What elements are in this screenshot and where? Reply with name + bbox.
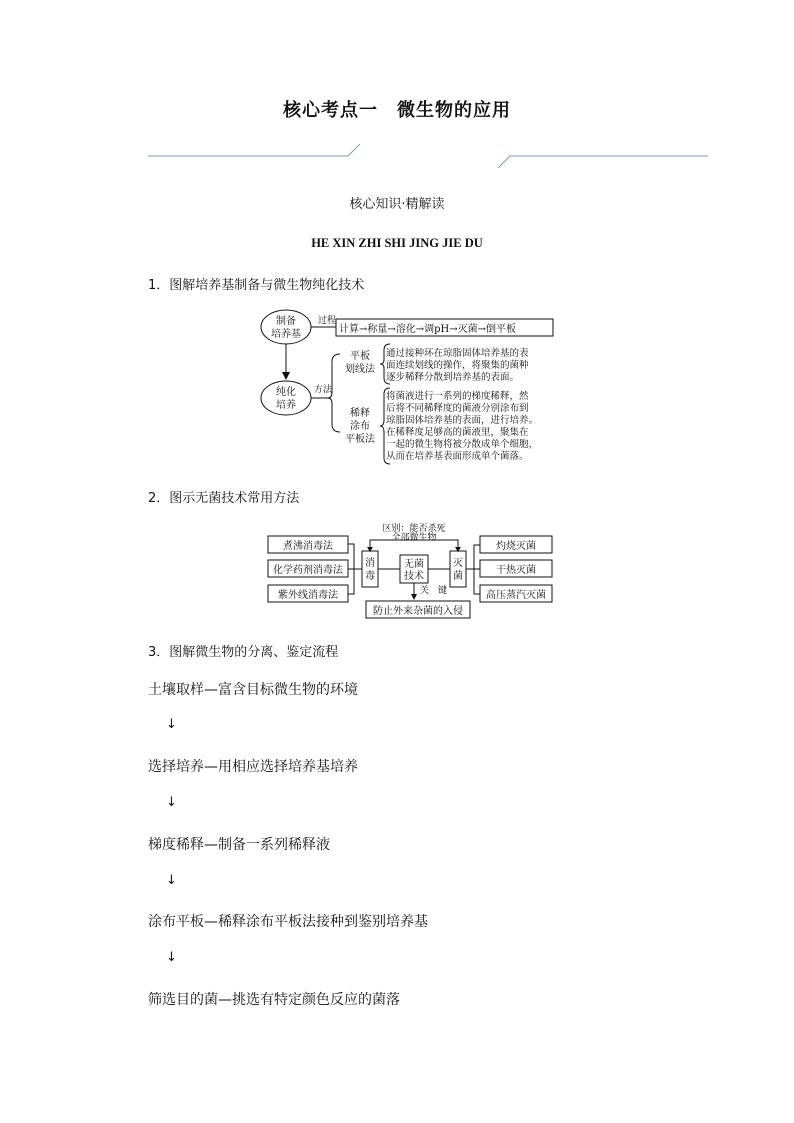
right-method-2: 干热灭菌: [496, 565, 536, 576]
purify-label-1: 纯化: [276, 387, 296, 398]
center-label-2: 技术: [404, 571, 424, 582]
method2-desc-4: 在稀释度足够高的菌液里，聚集在: [386, 427, 529, 438]
method1-desc-1: 通过接种环在琼脂固体培养基的表: [386, 348, 529, 359]
right-method-3: 高压蒸汽灭菌: [486, 590, 546, 601]
method2-desc-2: 后将不同稀释度的菌液分别涂布到: [386, 403, 529, 414]
section-subtitle: 核心知识·精解读: [349, 197, 445, 212]
method2-desc-1: 将菌液进行一系列的梯度稀释，然: [386, 391, 529, 402]
center-label-1: 无菌: [404, 559, 424, 570]
prepare-label-2: 培养基: [271, 329, 301, 340]
right-method-1: 灼烧灭菌: [496, 541, 536, 552]
flow-arrow-4: ↓: [166, 950, 177, 965]
method1-desc-3: 逐步稀释分散到培养基的表面。: [386, 372, 520, 383]
section1-heading: 1．图解培养基制备与微生物纯化技术: [148, 278, 365, 293]
method2-desc-5: 一起的微生物将被分散成单个细胞，: [386, 439, 539, 450]
disinfect-label-1: 消: [365, 558, 375, 569]
left-method-3: 紫外线消毒法: [278, 590, 338, 601]
method1-desc-2: 面连续划线的操作，将聚集的菌种: [386, 360, 529, 371]
top-label-1: 区别：能否杀死: [382, 524, 446, 534]
method2-desc-3: 琼脂固体培养基的表面，进行培养。: [386, 415, 539, 426]
sterilize-label-1: 灭: [453, 558, 463, 569]
left-method-1: 煮沸消毒法: [283, 541, 333, 552]
aseptic-technique-diagram: [264, 518, 564, 622]
method2-desc-6: 从而在培养基表面形成单个菌落。: [386, 451, 529, 462]
page-title: 核心考点一 微生物的应用: [283, 100, 511, 121]
process-steps: 计算→称量→溶化→调pH→灭菌→倒平板: [339, 324, 517, 335]
prepare-label-1: 制备: [276, 316, 296, 327]
purify-label-2: 培养: [276, 400, 296, 411]
method2-name-3: 平板法: [345, 434, 375, 445]
flow-step-1: 土壤取样—富含目标微生物的环境: [148, 682, 358, 698]
method-label: 方法: [314, 385, 333, 395]
section2-heading: 2．图示无菌技术常用方法: [148, 491, 300, 506]
flow-arrow-2: ↓: [166, 795, 177, 810]
method1-name-2: 划线法: [345, 364, 375, 375]
header-decoration: [140, 138, 720, 172]
culture-purification-diagram: [258, 304, 568, 469]
disinfect-label-2: 毒: [365, 571, 375, 582]
bottom-label: 防止外来杂菌的入侵: [373, 606, 463, 617]
method1-name-1: 平板: [350, 351, 370, 362]
flow-step-3: 梯度稀释—制备一系列稀释液: [148, 837, 330, 853]
section3-heading: 3．图解微生物的分离、鉴定流程: [148, 645, 339, 660]
flow-step-2: 选择培养—用相应选择培养基培养: [148, 759, 358, 775]
flow-step-4: 涂布平板—稀释涂布平板法接种到鉴别培养基: [148, 914, 428, 930]
flow-step-5: 筛选目的菌—挑选有特定颜色反应的菌落: [148, 992, 400, 1008]
key-label: 关 键: [420, 586, 448, 596]
sterilize-label-2: 菌: [453, 571, 463, 582]
method2-name-2: 涂布: [350, 421, 370, 432]
process-label: 过程: [318, 316, 337, 326]
top-label-2: 全部微生物: [391, 533, 437, 543]
method2-name-1: 稀释: [350, 408, 370, 419]
flow-arrow-3: ↓: [166, 873, 177, 888]
left-method-2: 化学药剂消毒法: [273, 565, 343, 576]
section-subtitle-pinyin: HE XIN ZHI SHI JING JIE DU: [311, 236, 483, 250]
flow-arrow-1: ↓: [166, 717, 177, 732]
